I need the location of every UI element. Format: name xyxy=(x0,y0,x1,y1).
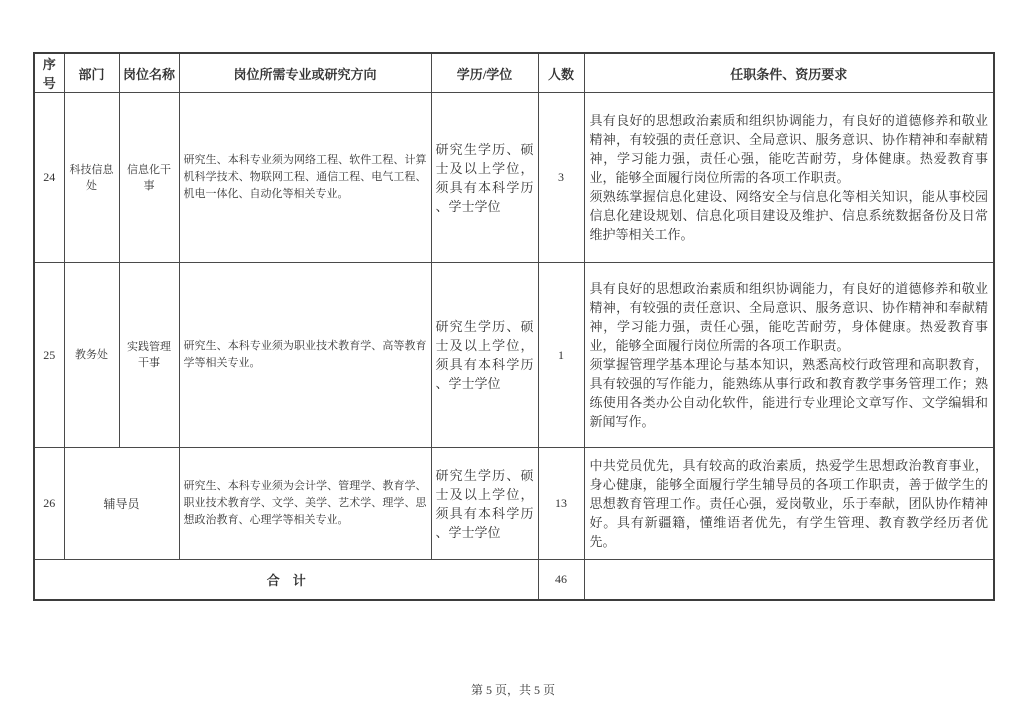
requirement-paragraph: 中共党员优先，具有较高的政治素质，热爱学生思想政治教育事业，身心健康，能够全面履行学生辅导员的各项工作职责，善于做学生的思想教育管理工作。责任心强，爱岗敬业，乐于奉献，团队协作精神好。具有新疆籍，懂维语者优先，有学生管理、教育教学经历者优先。 xyxy=(589,458,988,549)
cell-department: 教务处 xyxy=(64,263,119,448)
cell-degree: 研究生学历、硕士及以上学位，须具有本科学历、学士学位 xyxy=(431,263,538,448)
total-label: 合 计 xyxy=(34,560,538,600)
cell-required-major: 研究生、本科专业须为会计学、管理学、教育学、职业技术教育学、文学、美学、艺术学、理学、思想政治教育、心理学等相关专业。 xyxy=(179,448,431,560)
cell-requirements xyxy=(584,263,994,448)
cell-department: 科技信息处 xyxy=(64,93,119,263)
header-position-name: 岗位名称 xyxy=(119,53,179,93)
table-row xyxy=(34,263,994,448)
page-number-indicator: 第 5 页，共 5 页 xyxy=(470,683,555,697)
cell-position-name: 信息化干事 xyxy=(119,93,179,263)
total-headcount: 46 xyxy=(538,560,584,600)
header-required-major: 岗位所需专业或研究方向 xyxy=(179,53,431,93)
cell-requirements xyxy=(584,448,994,560)
cell-headcount: 3 xyxy=(538,93,584,263)
cell-required-major: 研究生、本科专业须为网络工程、软件工程、计算机科学技术、物联网工程、通信工程、电气工程、机电一体化、自动化等相关专业。 xyxy=(179,93,431,263)
cell-position-name: 实践管理干事 xyxy=(119,263,179,448)
total-row xyxy=(34,560,994,600)
recruitment-positions-table xyxy=(33,52,995,601)
cell-degree: 研究生学历、硕士及以上学位，须具有本科学历、学士学位 xyxy=(431,93,538,263)
header-headcount: 人数 xyxy=(538,53,584,93)
requirement-paragraph: 具有良好的思想政治素质和组织协调能力，有良好的道德修养和敬业精神，有较强的责任意识、全局意识、服务意识、协作精神和奉献精神，学习能力强，责任心强，能吃苦耐劳，身体健康。热爱教育事业，能够全面履行岗位所需的各项工作职责。 xyxy=(589,281,988,353)
table-header-row xyxy=(34,53,994,93)
requirement-paragraph: 具有良好的思想政治素质和组织协调能力，有良好的道德修养和敬业精神，有较强的责任意识、全局意识、服务意识、协作精神和奉献精神，学习能力强，责任心强，能吃苦耐劳，身体健康。热爱教育事业，能够全面履行岗位所需的各项工作职责。 xyxy=(589,113,988,185)
cell-required-major: 研究生、本科专业须为职业技术教育学、高等教育学等相关专业。 xyxy=(179,263,431,448)
requirement-paragraph: 须熟练掌握信息化建设、网络安全与信息化等相关知识，能从事校园信息化建设规划、信息化项目建设及维护、信息系统数据备份及日常维护等相关工作。 xyxy=(589,189,988,242)
header-no: 序号 xyxy=(34,53,64,93)
cell-headcount: 13 xyxy=(538,448,584,560)
cell-no: 24 xyxy=(34,93,64,263)
header-requirements: 任职条件、资历要求 xyxy=(584,53,994,93)
table-row xyxy=(34,448,994,560)
cell-requirements xyxy=(584,93,994,263)
header-department: 部门 xyxy=(64,53,119,93)
header-degree: 学历/学位 xyxy=(431,53,538,93)
cell-headcount: 1 xyxy=(538,263,584,448)
cell-position-name-merged: 辅导员 xyxy=(64,448,179,560)
cell-no: 26 xyxy=(34,448,64,560)
cell-no: 25 xyxy=(34,263,64,448)
total-empty-cell xyxy=(584,560,994,600)
requirement-paragraph: 须掌握管理学基本理论与基本知识，熟悉高校行政管理和高职教育，具有较强的写作能力，能熟练从事行政和教育教学事务管理工作；熟练使用各类办公自动化软件，能进行专业理论文章写作、文学编辑和新闻写作。 xyxy=(589,357,988,429)
table-row xyxy=(34,93,994,263)
cell-degree: 研究生学历、硕士及以上学位，须具有本科学历、学士学位 xyxy=(431,448,538,560)
